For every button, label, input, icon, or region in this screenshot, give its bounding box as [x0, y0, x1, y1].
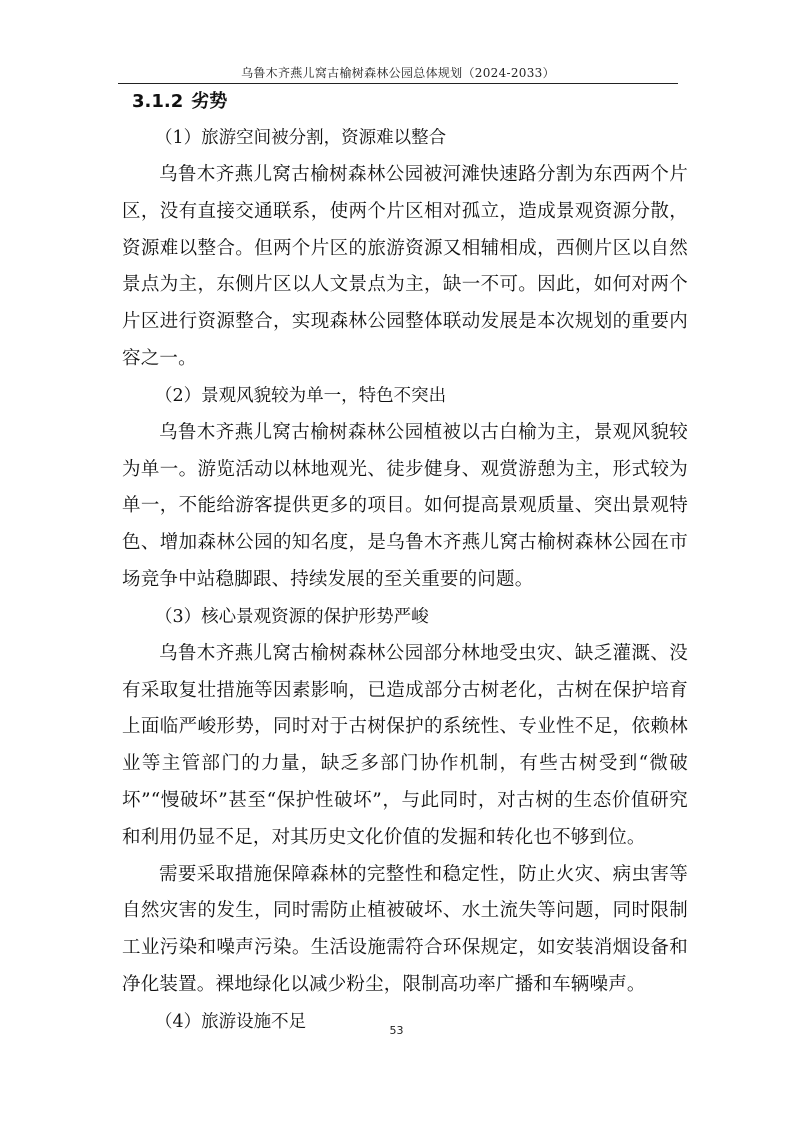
section-title: 劣势	[191, 91, 228, 112]
subheading-1: （1）旅游空间被分割，资源难以整合	[155, 128, 447, 148]
subheading-3: （3）核心景观资源的保护形势严峻	[155, 606, 429, 627]
paragraph-2: 乌鲁木齐燕儿窝古榆树森林公园植被以古白榆为主，景观风貌较为单一。游览活动以林地观光、徒步健身、观赏游憩为主，形式较为单一，不能给游客提供更多的项目。如何提高景观质量、突出景观特色、增加森林公园的知名度，是乌鲁木齐燕儿窝古榆树森林公园在市场竞争中站稳脚跟、持续发展的至关重要的问题。	[122, 421, 688, 590]
paragraph-4: 需要采取措施保障森林的完整性和稳定性，防止火灾、病虫害等自然灾害的发生，同时需防止植被破坏、水土流失等问题，同时限制工业污染和噪声污染。生活设施需符合环保规定，如安装消烟设备和净化装置。裸地绿化以减少粉尘，限制高功率广播和车辆噪声。	[122, 863, 688, 995]
subheading-2: （2）景观风貌较为单一，特色不突出	[155, 385, 447, 406]
running-header: 乌鲁木齐燕儿窝古榆树森林公园总体规划（2024-2033）	[241, 66, 555, 80]
page-number: 53	[389, 1024, 404, 1037]
section-number: 3.1.2	[132, 91, 184, 112]
paragraph-3: 乌鲁木齐燕儿窝古榆树森林公园部分林地受虫灾、缺乏灌溉、没有采取复壮措施等因素影响，已造成部分古树老化，古树在保护培育上面临严峻形势，同时对于古树保护的系统性、专业性不足，依赖林业等主管部门的力量，缺乏多部门协作机制，有些古树受到“微破坏”“慢破坏”甚至“保护性破坏”，与此同时，对古树的生态价值研究和利用仍显不足，对其历史文化价值的发掘和转化也不够到位。	[122, 642, 688, 848]
section-heading	[122, 84, 688, 120]
page-body	[122, 84, 688, 1041]
subheading-4: （4）旅游设施不足	[155, 1011, 307, 1032]
paragraph-1: 乌鲁木齐燕儿窝古榆树森林公园被河滩快速路分割为东西两个片区，没有直接交通联系，使两个片区相对孤立，造成景观资源分散，资源难以整合。但两个片区的旅游资源又相辅相成，西侧片区以自然景点为主，东侧片区以人文景点为主，缺一不可。因此，如何对两个片区进行资源整合，实现森林公园整体联动发展是本次规划的重要内容之一。	[122, 164, 688, 369]
